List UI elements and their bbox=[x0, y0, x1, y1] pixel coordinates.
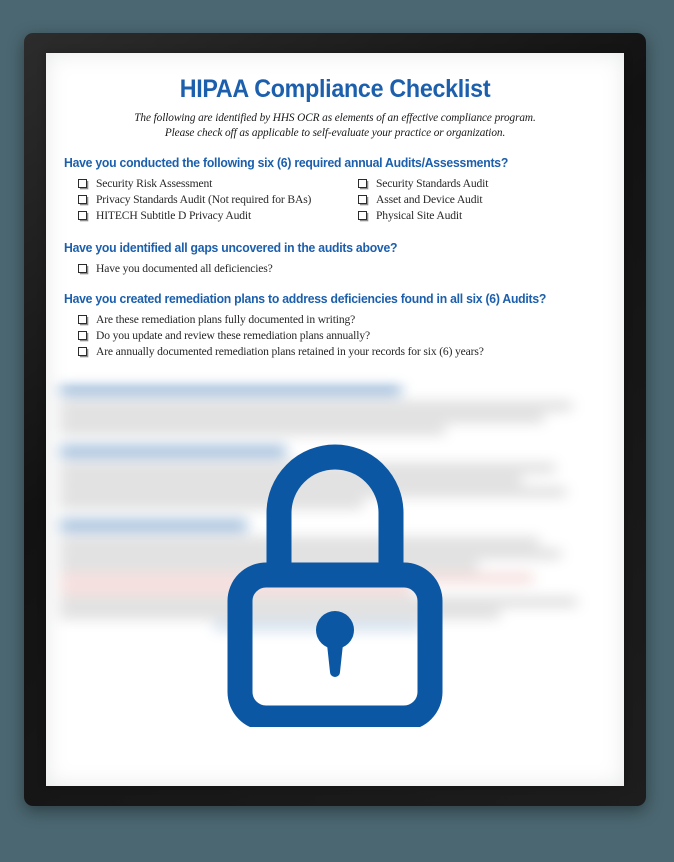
checkbox-icon[interactable] bbox=[78, 331, 87, 340]
blurred-text-line bbox=[60, 403, 572, 409]
checklist-item[interactable] bbox=[78, 192, 311, 208]
blurred-text-line bbox=[214, 623, 423, 629]
checkbox-icon[interactable] bbox=[358, 179, 367, 188]
blurred-text-line bbox=[60, 489, 566, 495]
checklist-item-label: Are these remediation plans fully documented in writing? bbox=[96, 313, 356, 326]
blurred-text-line bbox=[60, 415, 544, 421]
document-page bbox=[46, 53, 624, 786]
section-gaps bbox=[64, 241, 606, 277]
subtitle-line-1: The following are identified by HHS OCR as elements of an effective compliance program. bbox=[134, 112, 536, 124]
checklist-item[interactable] bbox=[78, 312, 606, 328]
page-title: HIPAA Compliance Checklist bbox=[179, 75, 491, 103]
checklist-item[interactable] bbox=[78, 208, 311, 224]
blurred-text-line bbox=[60, 477, 522, 483]
checklist-item[interactable] bbox=[78, 176, 311, 192]
section-audits bbox=[64, 156, 606, 226]
checklist-item-label: Physical Site Audit bbox=[376, 209, 463, 222]
checklist-item-label: HITECH Subtitle D Privacy Audit bbox=[96, 209, 252, 222]
blurred-text-line bbox=[60, 587, 412, 593]
blurred-text-line bbox=[60, 611, 500, 617]
blurred-text-line bbox=[60, 539, 539, 545]
document-frame bbox=[24, 33, 646, 806]
checkbox-icon[interactable] bbox=[78, 264, 87, 273]
checkbox-icon[interactable] bbox=[358, 211, 367, 220]
checklist-item-label: Are annually documented remediation plans retained in your records for six (6) years? bbox=[96, 345, 484, 358]
checkbox-icon[interactable] bbox=[78, 179, 87, 188]
checklist-item-label: Have you documented all deficiencies? bbox=[96, 262, 273, 275]
blurred-text-line bbox=[60, 501, 363, 507]
section-heading: Have you created remediation plans to address deficiencies found in all six (6) Audits? bbox=[64, 292, 547, 306]
checklist-column-right bbox=[358, 176, 488, 224]
checklist-column bbox=[78, 261, 606, 277]
checkbox-icon[interactable] bbox=[358, 195, 367, 204]
checklist-item-label: Security Standards Audit bbox=[376, 177, 489, 190]
blurred-text-line bbox=[60, 427, 445, 433]
blur-transition-fade bbox=[46, 371, 624, 387]
checkbox-icon[interactable] bbox=[78, 347, 87, 356]
blurred-text-line bbox=[60, 563, 478, 569]
blurred-content bbox=[46, 371, 624, 786]
section-remediation bbox=[64, 292, 606, 360]
blurred-heading bbox=[60, 521, 247, 530]
checklist-item[interactable] bbox=[78, 328, 606, 344]
checklist-item[interactable] bbox=[358, 176, 488, 192]
checklist-item-label: Privacy Standards Audit (Not required for BAs) bbox=[96, 193, 312, 206]
checklist-column bbox=[78, 312, 606, 360]
checkbox-icon[interactable] bbox=[78, 195, 87, 204]
subtitle-line-2: Please check off as applicable to self-evaluate your practice or organization. bbox=[164, 127, 506, 139]
blurred-text-line bbox=[60, 575, 533, 581]
blurred-document-body bbox=[46, 371, 624, 786]
blurred-text-line bbox=[60, 551, 561, 557]
section-heading: Have you identified all gaps uncovered in the audits above? bbox=[64, 241, 398, 255]
checklist-item-label: Security Risk Assessment bbox=[96, 177, 213, 190]
checklist-item[interactable] bbox=[78, 261, 606, 277]
checklist-item[interactable] bbox=[358, 192, 488, 208]
checkbox-icon[interactable] bbox=[78, 211, 87, 220]
blurred-heading bbox=[60, 447, 286, 456]
section-heading: Have you conducted the following six (6) required annual Audits/Assessments? bbox=[64, 156, 509, 170]
checklist-item[interactable] bbox=[358, 208, 488, 224]
checklist-item-label: Do you update and review these remediation plans annually? bbox=[96, 329, 370, 342]
checklist-item-label: Asset and Device Audit bbox=[376, 193, 483, 206]
checkbox-icon[interactable] bbox=[78, 315, 87, 324]
document-header-area bbox=[46, 53, 624, 371]
checklist-item[interactable] bbox=[78, 344, 606, 360]
blurred-text-line bbox=[60, 599, 577, 605]
blurred-text-line bbox=[60, 465, 555, 471]
checklist-column-left bbox=[78, 176, 311, 224]
